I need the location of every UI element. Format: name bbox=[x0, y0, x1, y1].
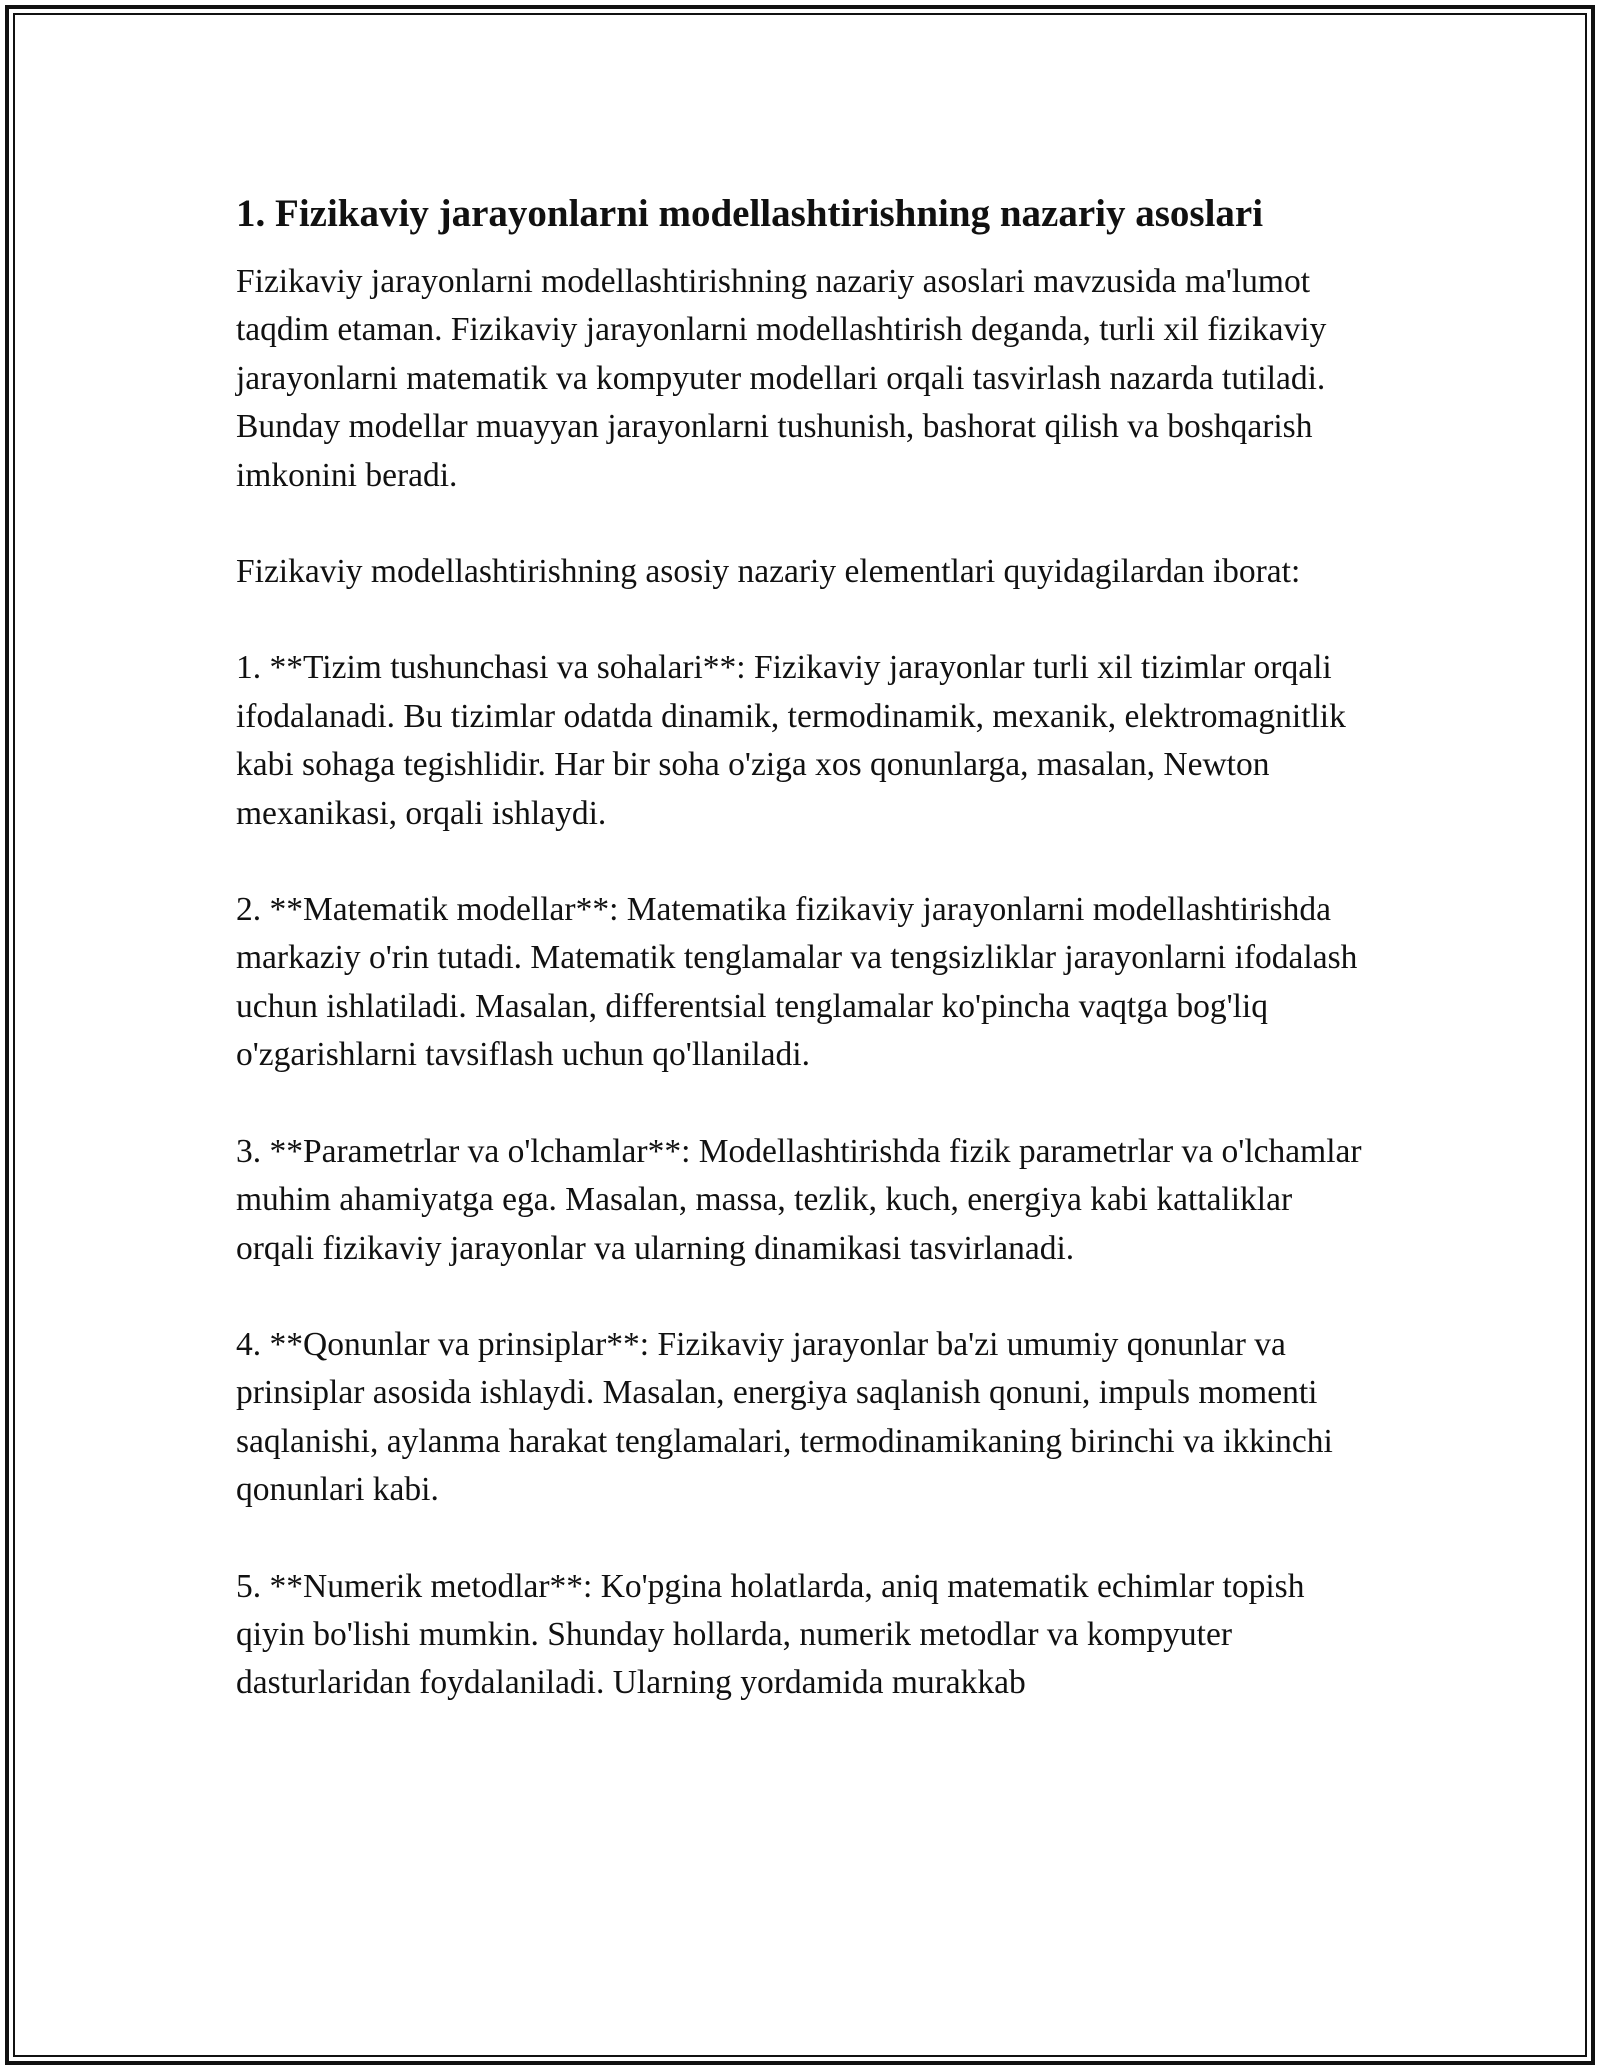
list-item-parameters: 3. **Parametrlar va o'lchamlar**: Modellashtirishda fizik parametrlar va o'lchamlar muhim ahamiyatga ega. Masalan, massa, tezlik, kuch, energiya kabi kattaliklar orqali fizikaviy jarayonlar va ularning dinamikasi tasvirlanadi. bbox=[236, 1132, 1362, 1267]
list-item-laws-principles: 4. **Qonunlar va prinsiplar**: Fizikaviy jarayonlar ba'zi umumiy qonunlar va prinsiplar asosida ishlaydi. Masalan, energiya saqlanish qonuni, impuls momenti saqlanishi, aylanma harakat tenglamalari, termodinamikaning birinchi va ikkinchi qonunlari kabi. bbox=[236, 1325, 1333, 1509]
section-heading: 1. Fizikaviy jarayonlarni modellashtirishning nazariy asoslari bbox=[236, 192, 1264, 235]
intro-paragraph: Fizikaviy jarayonlarni modellashtirishning nazariy asoslari mavzusida ma'lumot taqdim etaman. Fizikaviy jarayonlarni modellashtirish deganda, turli xil fizikaviy jarayonlarni matematik va kompyuter modellari orqali tasvirlash nazarda tutiladi. Bunday modellar muayyan jarayonlarni tushunish, bashorat qilish va boshqarish imkonini beradi. bbox=[236, 263, 1327, 494]
list-item-numeric-methods: 5. **Numerik metodlar**: Ko'pgina holatlarda, aniq matematik echimlar topish qiyin bo'lishi mumkin. Shunday hollarda, numerik metodlar va kompyuter dasturlaridan foydalaniladi. Ularning yordamida murakkab bbox=[236, 1567, 1305, 1702]
list-item-mathematical-models: 2. **Matematik modellar**: Matematika fizikaviy jarayonlarni modellashtirishda markaziy o'rin tutadi. Matematik tenglamalar va tengsizliklar jarayonlarni ifodalash uchun ishlatiladi. Masalan, differentsial tenglamalar ko'pincha vaqtga bog'liq o'zgarishlarni tavsiflash uchun qo'llaniladi. bbox=[236, 891, 1358, 1074]
document-body bbox=[236, 186, 1376, 1708]
elements-intro-paragraph: Fizikaviy modellashtirishning asosiy nazariy elementlari quyidagilardan iborat: bbox=[236, 553, 1301, 591]
list-item-system-concept: 1. **Tizim tushunchasi va sohalari**: Fizikaviy jarayonlar turli xil tizimlar orqali ifodalanadi. Bu tizimlar odatda dinamik, termodinamik, mexanik, elektromagnitlik kabi sohaga tegishlidir. Har bir soha o'ziga xos qonunlarga, masalan, Newton mexanikasi, orqali ishlaydi. bbox=[236, 649, 1346, 832]
